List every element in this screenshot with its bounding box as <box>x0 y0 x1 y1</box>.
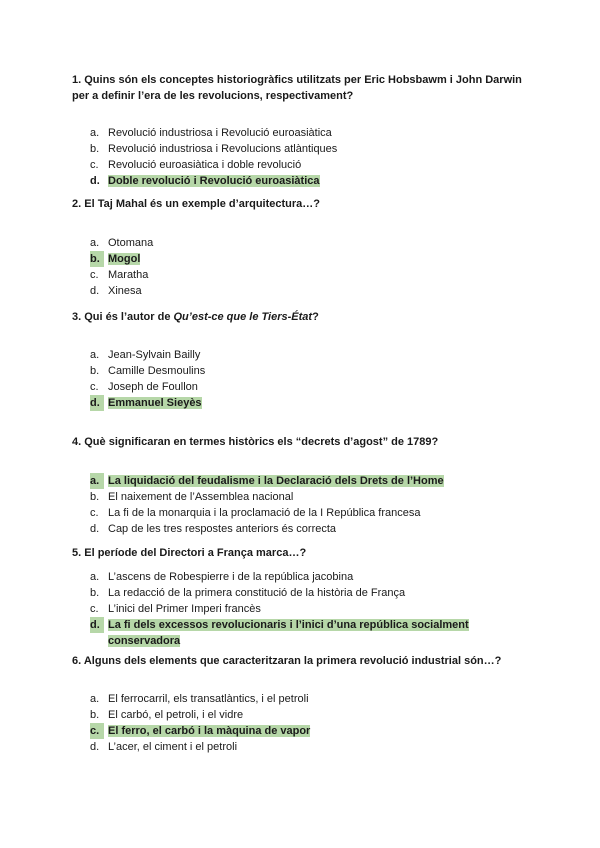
option-3a <box>90 347 510 363</box>
question-3 <box>72 309 532 325</box>
option-text: El carbó, el petroli, i el vidre <box>108 709 244 721</box>
option-text: Emmanuel Sieyès <box>108 397 202 409</box>
option-text: L’acer, el ciment i el petroli <box>108 741 238 753</box>
options-2 <box>90 235 510 299</box>
option-text: Mogol <box>108 253 141 265</box>
question-text-italic: Qu’est-ce que le Tiers-État <box>173 311 313 323</box>
option-4d <box>90 521 510 537</box>
option-2c <box>90 267 510 283</box>
option-1a <box>90 125 510 141</box>
option-marker: d. <box>90 395 104 411</box>
option-text: Jean-Sylvain Bailly <box>108 349 201 361</box>
option-marker: d. <box>90 617 104 633</box>
option-text: Camille Desmoulins <box>108 365 206 377</box>
option-marker: b. <box>90 251 104 267</box>
question-text: Què significaran en termes històrics els “decrets d’agost” de 1789? <box>84 436 439 448</box>
options-5 <box>90 569 510 649</box>
option-marker: a. <box>90 127 100 139</box>
option-6a <box>90 691 510 707</box>
option-6b <box>90 707 510 723</box>
options-6 <box>90 691 510 755</box>
option-marker: c. <box>90 723 104 739</box>
option-text: Xinesa <box>108 285 142 297</box>
option-marker: b. <box>90 365 100 377</box>
question-text: El període del Directori a França marca…? <box>84 547 307 559</box>
option-text: Revolució industriosa i Revolucions atlàntiques <box>108 143 338 155</box>
question-6 <box>72 653 532 669</box>
question-2 <box>72 196 532 212</box>
option-text: Doble revolució i Revolució euroasiàtica <box>108 175 320 187</box>
option-marker: a. <box>90 693 100 705</box>
option-3c <box>90 379 510 395</box>
option-1c <box>90 157 510 173</box>
question-text-end: ? <box>312 311 319 323</box>
options-4 <box>90 473 510 537</box>
option-text: El ferrocarril, els transatlàntics, i el petroli <box>108 693 309 705</box>
question-number: 2. <box>72 198 82 210</box>
question-4 <box>72 434 532 450</box>
question-number: 4. <box>72 436 82 448</box>
option-6c-correct <box>90 723 510 739</box>
question-text: El Taj Mahal és un exemple d’arquitectura…? <box>84 198 320 210</box>
option-marker: b. <box>90 587 100 599</box>
option-6d <box>90 739 510 755</box>
question-number: 5. <box>72 547 82 559</box>
options-3 <box>90 347 510 411</box>
option-3d-correct <box>90 395 510 411</box>
question-text: Qui és l’autor de <box>84 311 174 323</box>
option-marker: d. <box>90 523 100 535</box>
option-4b <box>90 489 510 505</box>
option-5b <box>90 585 510 601</box>
option-text: Joseph de Foullon <box>108 381 198 393</box>
option-text: Revolució industriosa i Revolució euroasiàtica <box>108 127 332 139</box>
option-text: L’ascens de Robespierre i de la república jacobina <box>108 571 354 583</box>
option-marker: d. <box>90 741 100 753</box>
option-5a <box>90 569 510 585</box>
question-number: 6. <box>72 655 82 667</box>
question-number: 1. <box>72 74 82 86</box>
option-2d <box>90 283 510 299</box>
option-marker: b. <box>90 491 100 503</box>
option-marker: a. <box>90 571 100 583</box>
option-text: La fi dels excessos revolucionaris i l’inici d’una república socialment <box>108 619 469 631</box>
option-marker: c. <box>90 381 99 393</box>
option-marker: a. <box>90 237 100 249</box>
option-marker: c. <box>90 603 99 615</box>
option-marker: c. <box>90 269 99 281</box>
option-marker: b. <box>90 143 100 155</box>
option-5d-correct <box>90 617 510 649</box>
option-text: La fi de la monarquia i la proclamació de la I República francesa <box>108 507 421 519</box>
option-marker: c. <box>90 159 99 171</box>
question-number: 3. <box>72 311 82 323</box>
question-text: Quins són els conceptes historiogràfics utilitzats per Eric Hobsbawm i John Darwin per a definir l’era de les revolucions, respectivament? <box>72 74 522 102</box>
option-text: Cap de les tres respostes anteriors és correcta <box>108 523 337 535</box>
option-text: El naixement de l’Assemblea nacional <box>108 491 294 503</box>
option-text: La redacció de la primera constitució de la història de França <box>108 587 406 599</box>
option-text: L’inici del Primer Imperi francès <box>108 603 261 615</box>
option-1d-correct <box>90 173 510 189</box>
option-2b-correct <box>90 251 510 267</box>
option-4a-correct <box>90 473 510 489</box>
question-1 <box>72 72 532 104</box>
option-text: El ferro, el carbó i la màquina de vapor <box>108 725 311 737</box>
option-3b <box>90 363 510 379</box>
option-marker: b. <box>90 709 100 721</box>
option-2a <box>90 235 510 251</box>
options-1 <box>90 125 510 189</box>
option-4c <box>90 505 510 521</box>
option-marker: a. <box>90 473 104 489</box>
option-text-continued: conservadora <box>108 635 181 647</box>
option-marker: c. <box>90 507 99 519</box>
option-text: La liquidació del feudalisme i la Declaració dels Drets de l’Home <box>108 475 444 487</box>
question-text: Alguns dels elements que caracteritzaran la primera revolució industrial són…? <box>83 655 502 667</box>
option-marker: d. <box>90 175 100 187</box>
option-marker: a. <box>90 349 100 361</box>
option-5c <box>90 601 510 617</box>
question-5 <box>72 545 532 561</box>
option-text: Revolució euroasiàtica i doble revolució <box>108 159 302 171</box>
option-text: Otomana <box>108 237 154 249</box>
option-1b <box>90 141 510 157</box>
option-text: Maratha <box>108 269 149 281</box>
option-marker: d. <box>90 285 100 297</box>
